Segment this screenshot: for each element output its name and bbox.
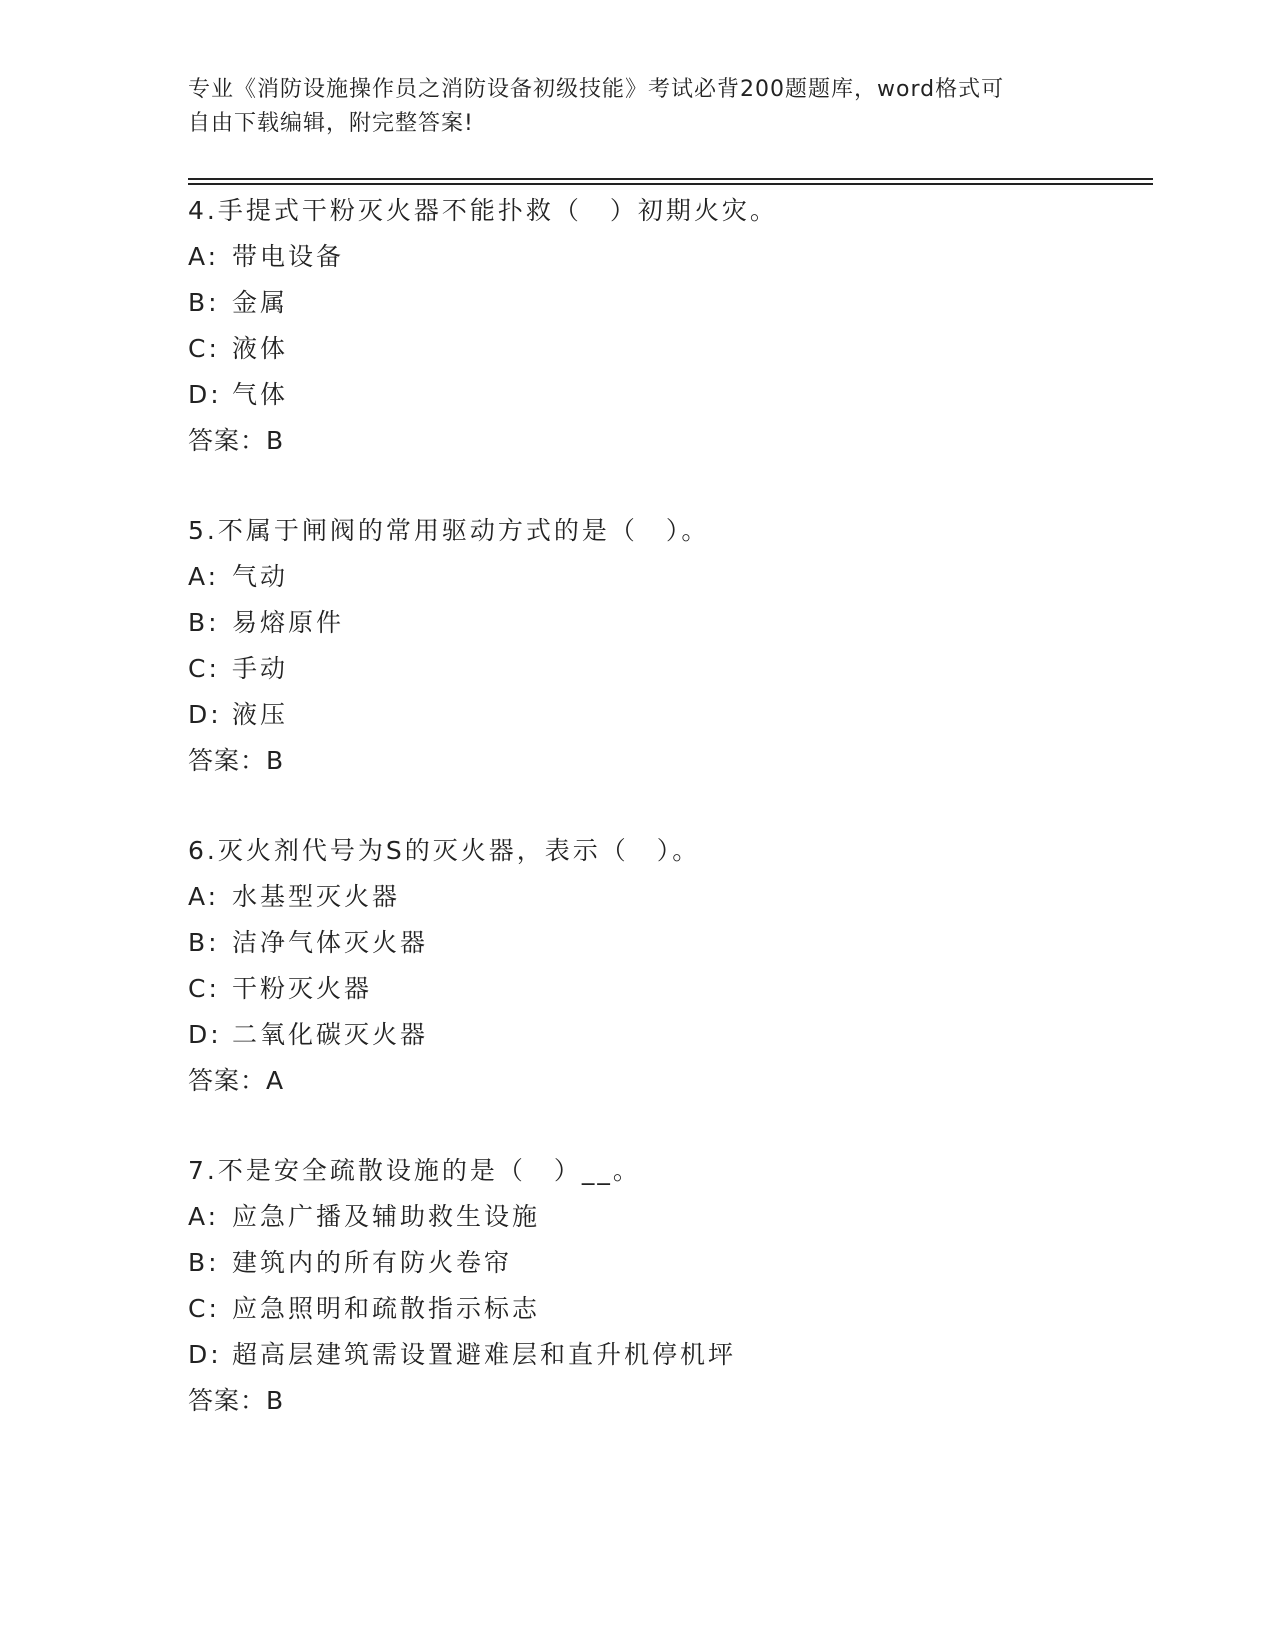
answer-label: 答案：: [188, 1066, 267, 1095]
option-letter: B:: [188, 928, 220, 957]
option-c: [188, 966, 1148, 1012]
option-c: [188, 1286, 1148, 1332]
option-text: 液压: [232, 700, 289, 729]
option-b: [188, 600, 1148, 646]
header-line-1: 专业《消防设施操作员之消防设备初级技能》考试必背200题题库，word格式可: [188, 77, 1005, 102]
option-a: [188, 874, 1148, 920]
option-letter: B:: [188, 608, 220, 637]
question-stem: 4.手提式干粉灭火器不能扑救（ ）初期火灾。: [188, 196, 778, 225]
answer-value: B: [266, 1386, 285, 1415]
option-text: 金属: [232, 288, 289, 317]
option-letter: B:: [188, 288, 220, 317]
question-block: [188, 828, 1148, 1104]
option-text: 带电设备: [232, 242, 345, 271]
option-letter: A:: [188, 242, 220, 271]
option-text: 液体: [232, 334, 289, 363]
option-b: [188, 920, 1148, 966]
option-text: 应急广播及辅助救生设施: [232, 1202, 541, 1231]
option-text: 应急照明和疏散指示标志: [232, 1294, 541, 1323]
answer-label: 答案：: [188, 746, 267, 775]
option-c: [188, 326, 1148, 372]
option-text: 气体: [232, 380, 289, 409]
question-stem: 7.不是安全疏散设施的是（ ）__。: [188, 1156, 641, 1185]
option-text: 水基型灭火器: [232, 882, 401, 911]
option-letter: A:: [188, 882, 220, 911]
answer-label: 答案：: [188, 1386, 267, 1415]
answer-value: B: [266, 426, 285, 455]
option-text: 手动: [232, 654, 289, 683]
option-text: 二氧化碳灭火器: [232, 1020, 429, 1049]
question-stem: 5.不属于闸阀的常用驱动方式的是（ ）。: [188, 516, 710, 545]
option-d: [188, 1012, 1148, 1058]
option-letter: D:: [188, 380, 222, 409]
answer-line: [188, 738, 1148, 784]
option-a: [188, 1194, 1148, 1240]
header-divider-bottom: [188, 183, 1153, 185]
option-text: 气动: [232, 562, 289, 591]
option-text: 易熔原件: [232, 608, 345, 637]
option-letter: D:: [188, 700, 222, 729]
option-d: [188, 692, 1148, 738]
question-block: [188, 1148, 1148, 1424]
option-a: [188, 554, 1148, 600]
option-text: 建筑内的所有防火卷帘: [232, 1248, 513, 1277]
option-d: [188, 1332, 1148, 1378]
header-line-2: 自由下载编辑，附完整答案!: [188, 111, 474, 136]
option-text: 干粉灭火器: [232, 974, 373, 1003]
answer-value: B: [266, 746, 285, 775]
option-letter: C:: [188, 654, 220, 683]
answer-label: 答案：: [188, 426, 267, 455]
header-divider-top: [188, 178, 1153, 180]
option-a: [188, 234, 1148, 280]
question-block: [188, 188, 1148, 464]
answer-line: [188, 1058, 1148, 1104]
option-d: [188, 372, 1148, 418]
option-letter: B:: [188, 1248, 220, 1277]
option-b: [188, 280, 1148, 326]
option-letter: C:: [188, 334, 220, 363]
option-letter: A:: [188, 1202, 220, 1231]
option-b: [188, 1240, 1148, 1286]
option-c: [188, 646, 1148, 692]
answer-value: A: [266, 1066, 285, 1095]
question-list: [188, 188, 1148, 1424]
document-header: [188, 73, 1068, 141]
answer-line: [188, 418, 1148, 464]
option-letter: C:: [188, 974, 220, 1003]
option-letter: D:: [188, 1340, 222, 1369]
question-block: [188, 508, 1148, 784]
answer-line: [188, 1378, 1148, 1424]
option-letter: D:: [188, 1020, 222, 1049]
option-letter: A:: [188, 562, 220, 591]
option-text: 超高层建筑需设置避难层和直升机停机坪: [232, 1340, 737, 1369]
option-letter: C:: [188, 1294, 220, 1323]
option-text: 洁净气体灭火器: [232, 928, 429, 957]
question-stem: 6.灭火剂代号为S的灭火器，表示（ ）。: [188, 836, 701, 865]
